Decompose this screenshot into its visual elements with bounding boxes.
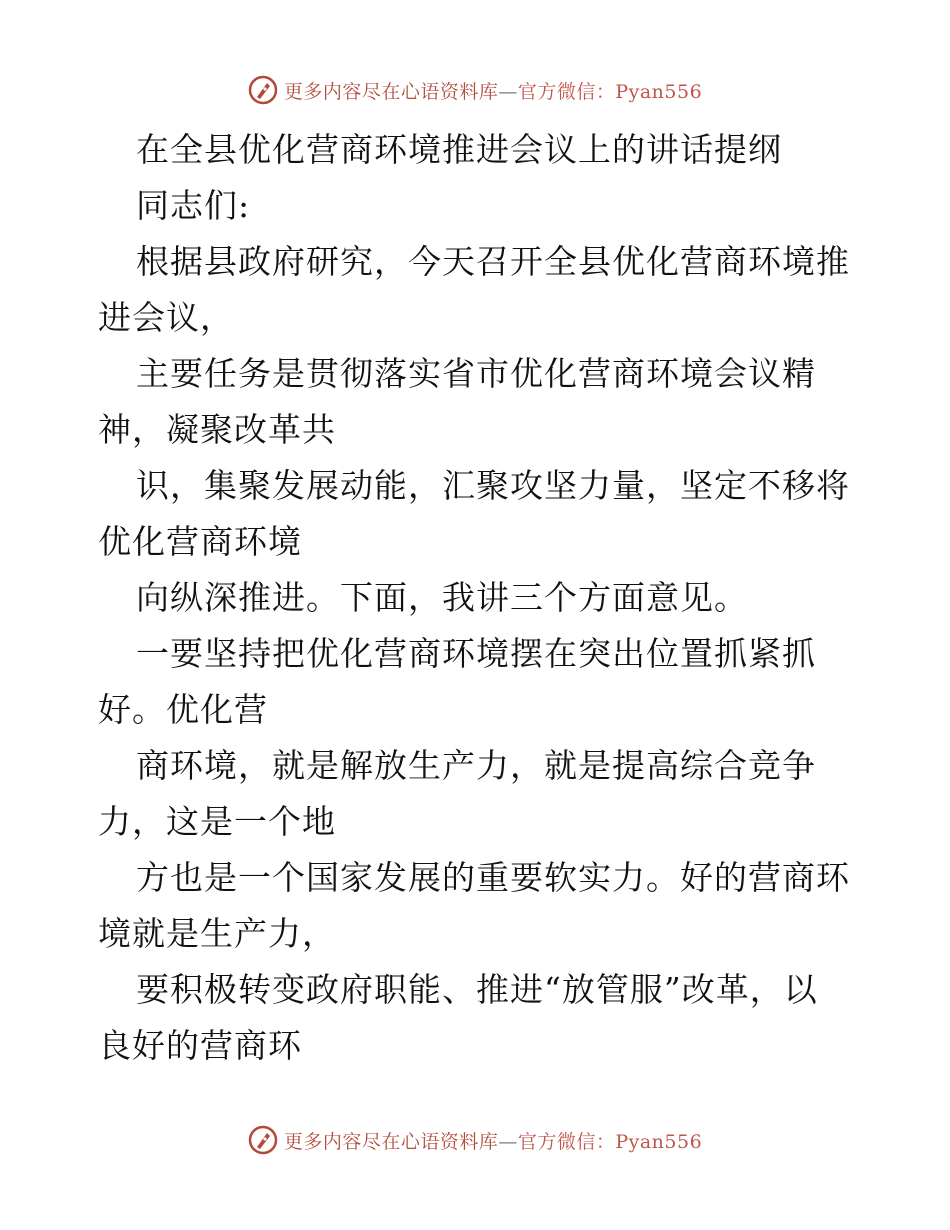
text-line: 神，凝聚改革共: [98, 410, 336, 449]
footer-banner-text: 更多内容尽在心语资料库—官方微信：Pyan556: [283, 1130, 703, 1153]
text-line: 境就是生产力，: [98, 914, 336, 953]
salutation: 同志们:: [136, 186, 251, 225]
text-line: 良好的营商环: [98, 1026, 302, 1065]
text-line: 向纵深推进。下面，我讲三个方面意见。: [136, 578, 748, 617]
text-line: 商环境，就是解放生产力，就是提高综合竞争: [136, 746, 816, 785]
header-banner-text: 更多内容尽在心语资料库—官方微信：Pyan556: [283, 80, 703, 103]
text-line: 力，这是一个地: [98, 802, 336, 841]
document-body: [98, 122, 868, 1074]
header-banner: [0, 70, 950, 110]
text-line: 根据县政府研究，今天召开全县优化营商环境推: [136, 242, 850, 281]
text-line: 好。优化营: [98, 690, 268, 729]
text-line: 识，集聚发展动能，汇聚攻坚力量，坚定不移将: [136, 466, 850, 505]
pen-nib-logo-icon: [248, 75, 278, 105]
text-line: 进会议，: [98, 298, 234, 337]
text-line: 一要坚持把优化营商环境摆在突出位置抓紧抓: [136, 634, 816, 673]
footer-banner: [0, 1120, 950, 1160]
text-line: 优化营商环境: [98, 522, 302, 561]
pen-nib-logo-icon: [248, 1125, 278, 1155]
text-line: 要积极转变政府职能、推进“放管服”改革，以: [136, 970, 818, 1009]
text-line: 主要任务是贯彻落实省市优化营商环境会议精: [136, 354, 816, 393]
text-line: 方也是一个国家发展的重要软实力。好的营商环: [136, 858, 850, 897]
document-title: 在全县优化营商环境推进会议上的讲话提纲: [136, 130, 782, 169]
